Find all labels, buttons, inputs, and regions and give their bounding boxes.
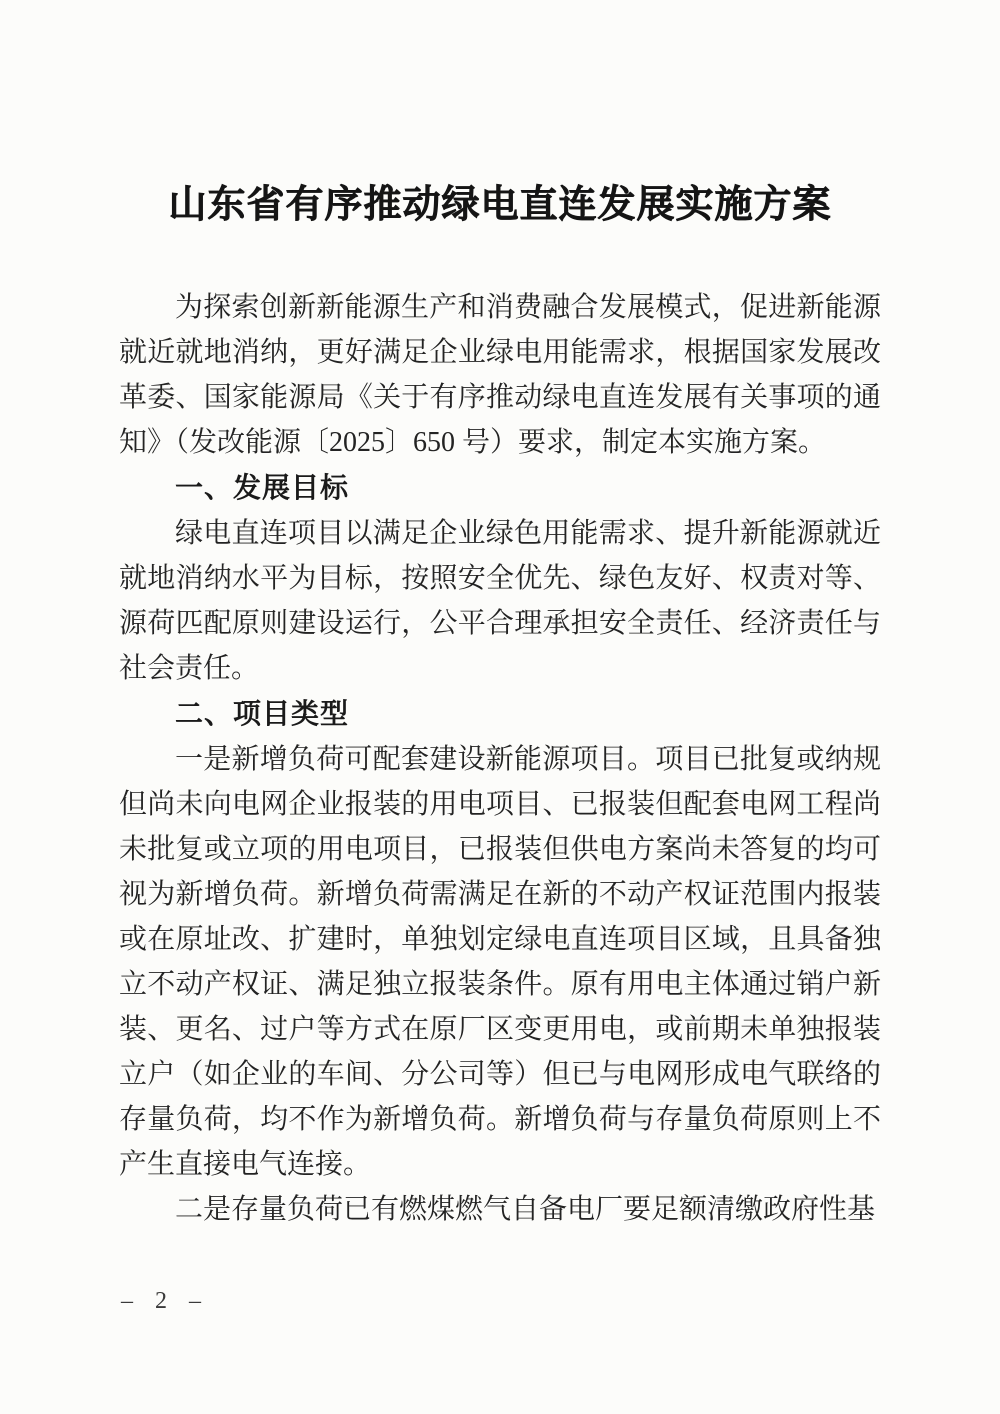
section-heading-development-goals: 一、发展目标 (175, 472, 350, 503)
section-heading-project-types: 二、项目类型 (175, 698, 350, 729)
page-number: – 2 – (121, 1288, 209, 1314)
paragraph-project-type-two: 二是存量负荷已有燃煤燃气自备电厂要足额清缴政府性基 (175, 1194, 876, 1225)
paragraph-development-goals: 绿电直连项目以满足企业绿色用能需求、提升新能源就近就地消纳水平为目标，按照安全优先、绿色友好、权责对等、源荷匹配原则建设运行，公平合理承担安全责任、经济责任与社会责任。 (119, 518, 881, 684)
document-title: 山东省有序推动绿电直连发展实施方案 (168, 184, 832, 226)
document-body (119, 285, 881, 1232)
paragraph-project-type-one: 一是新增负荷可配套建设新能源项目。项目已批复或纳规但尚未向电网企业报装的用电项目、已报装但配套电网工程尚未批复或立项的用电项目，已报装但供电方案尚未答复的均可视为新增负荷。新增负荷需满足在新的不动产权证范围内报装或在原址改、扩建时，单独划定绿电直连项目区域，且具备独立不动产权证、满足独立报装条件。原有用电主体通过销户新装、更名、过户等方式在原厂区变更用电，或前期未单独报装立户（如企业的车间、分公司等）但已与电网形成电气联络的存量负荷，均不作为新增负荷。新增负荷与存量负荷原则上不产生直接电气连接。 (119, 744, 881, 1180)
paragraph-intro: 为探索创新新能源生产和消费融合发展模式，促进新能源就近就地消纳，更好满足企业绿电用能需求，根据国家发展改革委、国家能源局《关于有序推动绿电直连发展有关事项的通知》（发改能源〔2025〕650 号）要求，制定本实施方案。 (119, 292, 881, 458)
